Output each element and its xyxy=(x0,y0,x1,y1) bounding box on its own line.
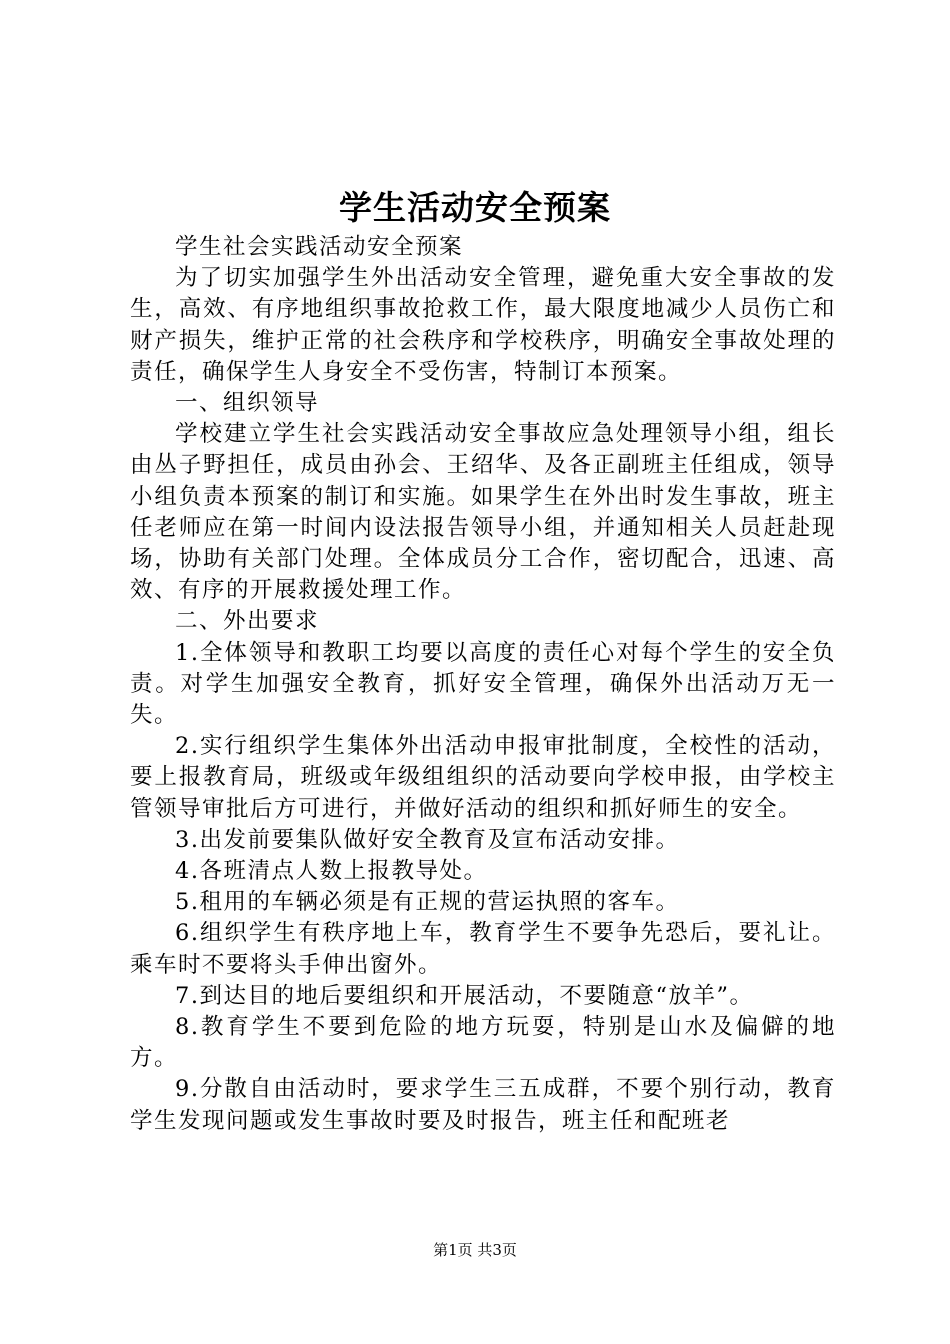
requirement-item-2: 2.实行组织学生集体外出活动申报审批制度，全校性的活动，要上报教育局，班级或年级组组织的活动要向学校申报，由学校主管领导审批后方可进行，并做好活动的组织和抓好师生的安全。 xyxy=(130,733,836,822)
subtitle-paragraph: 学生社会实践活动安全预案 xyxy=(175,234,464,260)
requirement-item-9: 9.分散自由活动时，要求学生三五成群，不要个别行动，教育学生发现问题或发生事故时要及时报告，班主任和配班老 xyxy=(130,1076,836,1134)
requirement-item-7: 7.到达目的地后要组织和开展活动，不要随意“放羊”。 xyxy=(175,982,754,1009)
section-heading-organization: 一、组织领导 xyxy=(175,390,320,417)
requirement-item-5: 5.租用的车辆必须是有正规的营运执照的客车。 xyxy=(175,889,680,916)
organization-paragraph: 学校建立学生社会实践活动安全事故应急处理领导小组，组长由丛子野担任，成员由孙会、王绍华、及各正副班主任组成，领导小组负责本预案的制订和实施。如果学生在外出时发生事故，班主任老师应在第一时间内设法报告领导小组，并通知相关人员赶赴现场，协助有关部门处理。全体成员分工合作，密切配合，迅速、高效、有序的开展救援处理工作。 xyxy=(130,421,836,604)
requirement-item-3: 3.出发前要集队做好安全教育及宣布活动安排。 xyxy=(175,826,680,853)
document-body xyxy=(130,232,836,1137)
document-title: 学生活动安全预案 xyxy=(339,188,611,227)
section-heading-requirements: 二、外出要求 xyxy=(175,608,320,635)
requirement-item-4: 4.各班清点人数上报教导处。 xyxy=(175,858,488,885)
page-footer: 第1页 共3页 xyxy=(433,1241,517,1259)
requirement-item-6: 6.组织学生有秩序地上车，教育学生不要争先恐后，要礼让。乘车时不要将头手伸出窗外。 xyxy=(130,920,836,978)
requirement-item-8: 8.教育学生不要到危险的地方玩耍，特别是山水及偏僻的地方。 xyxy=(130,1014,836,1072)
requirement-item-1: 1.全体领导和教职工均要以高度的责任心对每个学生的安全负责。对学生加强安全教育，抓好安全管理，确保外出活动万无一失。 xyxy=(130,639,836,729)
intro-paragraph: 为了切实加强学生外出活动安全管理，避免重大安全事故的发生，高效、有序地组织事故抢救工作，最大限度地减少人员伤亡和财产损失，维护正常的社会秩序和学校秩序，明确安全事故处理的责任，确保学生人身安全不受伤害，特制订本预案。 xyxy=(130,265,836,385)
